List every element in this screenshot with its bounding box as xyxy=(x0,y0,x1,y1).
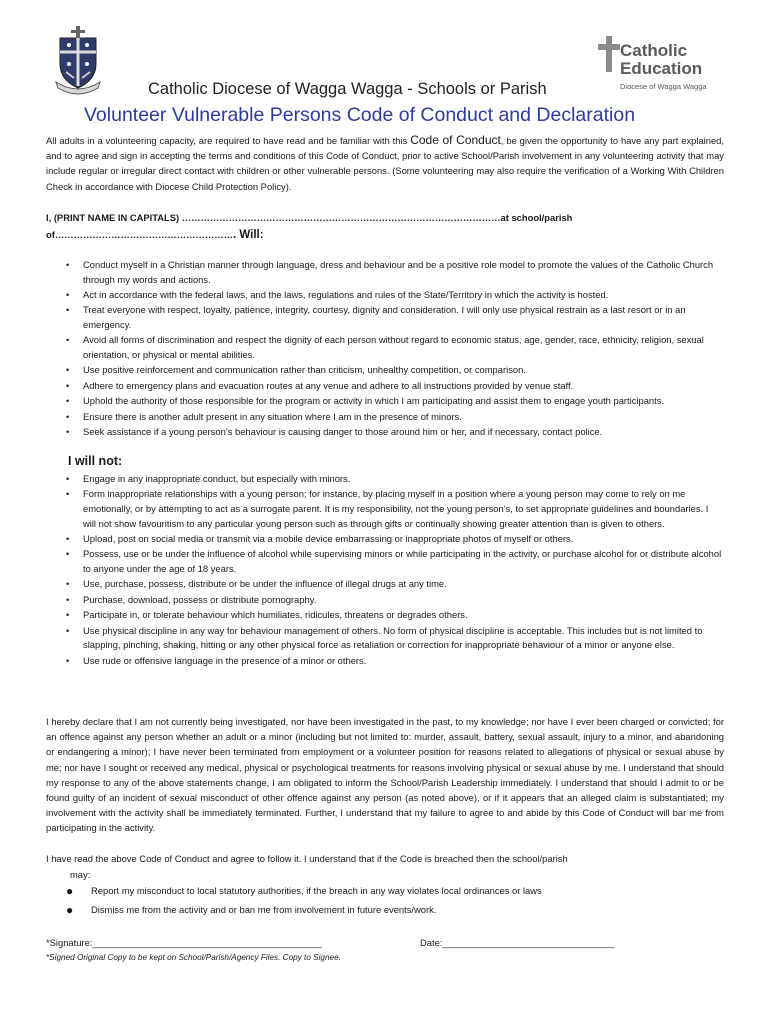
list-item: • Engage in any inappropriate conduct, but especially with minors. xyxy=(66,472,722,487)
signature-note: *Signed Original Copy to be kept on School/Parish/Agency Files. Copy to Signee. xyxy=(46,953,341,962)
list-item: • Conduct myself in a Christian manner through language, dress and behaviour and be a positive role model to promote the values of the Catholic Church through my words and actions. xyxy=(66,258,722,287)
will-label: . Will: xyxy=(232,229,264,241)
of-dots: of………………………………………………… xyxy=(46,229,233,240)
bullet-icon: ● xyxy=(66,903,74,917)
acknowledge-line: I have read the above Code of Conduct and agree to follow it. I understand that if the Code is breached then the school/parish xyxy=(46,853,568,864)
list-item: • Act in accordance with the federal laws, and the laws, regulations and rules of the State/Territory in which the activity is hosted. xyxy=(66,288,722,303)
list-item: • Form inappropriate relationships with a young person; for instance, by placing myself in a position where a young person may come to rely on me emotionally, or by attempting to act as a surrogate parent. It is my responsibility, not the young person’s, to set appropriate guidelines and boundaries. I will not show favouritism to any particular young person such as through gifts or continually showing greater attention than is given to others. xyxy=(66,487,722,531)
list-item: • Adhere to emergency plans and evacuation routes at any venue and adhere to all instructions provided by venue staff. xyxy=(66,379,722,394)
school-parish-line xyxy=(46,229,264,241)
print-name-line: I, (PRINT NAME IN CAPITALS) …………………………………………………………………………………………at school/parish xyxy=(46,212,573,223)
logo-word-education: Education xyxy=(620,59,703,78)
list-item: • Purchase, download, possess or distribute pornography. xyxy=(66,593,722,608)
document-title: Volunteer Vulnerable Persons Code of Conduct and Declaration xyxy=(84,104,636,126)
list-item: • Possess, use or be under the influence of alcohol while supervising minors or while participating in the activity, or purchase alcohol for or distribute alcohol to anyone under the age of 18 years. xyxy=(66,547,722,576)
list-item: • Avoid all forms of discrimination and respect the dignity of each person without regard to economic status, age, gender, race, ethnicity, religion, sexual orientation, or physical or mental abilities. xyxy=(66,333,722,362)
acknowledge-may: may: xyxy=(70,869,91,880)
logo-word-catholic: Catholic xyxy=(620,41,688,60)
intro-code-of-conduct: Code of Conduct xyxy=(410,133,501,147)
catholic-education-logo xyxy=(596,36,726,94)
will-not-heading: I will not: xyxy=(68,454,123,468)
will-not-list xyxy=(66,472,722,669)
list-item: • Use rude or offensive language in the presence of a minor or others. xyxy=(66,654,722,669)
signature-field[interactable]: *Signature:____________________________________________ xyxy=(46,937,322,948)
logo-subtitle: Diocese of Wagga Wagga xyxy=(620,82,707,91)
list-item: • Seek assistance if a young person’s behaviour is causing danger to those around him or her, and if necessary, contact police. xyxy=(66,425,722,440)
bullet-icon: ● xyxy=(66,884,74,898)
intro-text-1: All adults in a volunteering capacity, are required to have read and be familiar with this xyxy=(46,135,411,146)
list-item: • Ensure there is another adult present in any situation where I am in the presence of minors. xyxy=(66,410,722,425)
list-item: • Participate in, or tolerate behaviour which humiliates, ridicules, threatens or degrades others. xyxy=(66,608,722,623)
list-item: • Use, purchase, possess, distribute or be under the influence of illegal drugs at any time. xyxy=(66,577,722,592)
list-item: • Upload, post on social media or transmit via a mobile device embarrassing or inappropriate photos of myself or others. xyxy=(66,532,722,547)
list-item: • Uphold the authority of those responsible for the program or activity in which I am participating and assist them to engage youth participants. xyxy=(66,394,722,409)
document-subtitle: Catholic Diocese of Wagga Wagga - Schools or Parish xyxy=(148,80,547,98)
declaration-paragraph: I hereby declare that I am not currently being investigated, nor have been investigated in the past, to my knowledge; nor have I ever been charged or convicted; for an offence against any person whether an adult or a minor (including but not limited to: murder, assault, battery, sexual assault, injury to a minor, and abandoning or endangering a minor); I have never been terminated from employment or a volunteer position for reasons related to allegations of physical or sexual abuse by me; nor have I sought or received any medical, physical or psychological treatments for reasons involving physical or sexual abuse by me. I understand that should my response to any of the above statements change, I am obligated to inform the School/Parish Leadership immediately. I understand that should I admit to or be found guilty of an incident of sexual misconduct of other offence against any person (as noted above), or if it appears that an alleged claim is substantiated; my involvement with the activity shall be immediately terminated. Further, I understand that my failure to agree to and abide by this Code of Conduct will bar me from participating in the activity. xyxy=(46,716,724,834)
will-list xyxy=(66,258,722,440)
date-field[interactable]: Date:_________________________________ xyxy=(420,937,615,948)
list-item: • Use positive reinforcement and communication rather than criticism, unhealthy competition, or comparison. xyxy=(66,363,722,378)
cross-icon xyxy=(598,36,620,72)
list-item: • Use physical discipline in any way for behaviour management of others. No form of physical discipline is acceptable. This includes but is not limited to slapping, pinching, shaking, hitting or any other physical force as retaliation or correction for inappropriate behaviour of a minor or anyone else. xyxy=(66,624,722,653)
intro-text-2: , be given the opportunity to have any part explained, and to agree and sign in accepting the terms and conditions of this Code of Conduct, prior to active School/Parish involvement in any volunteering activity that may include regular or irregular direct contact with children or other vulnerable persons. (Some volunteering may also require the verification of a Working With Children Check in accordance with Diocese Child Protection Policy). xyxy=(46,135,724,192)
diocese-crest-icon xyxy=(48,22,108,98)
list-item: • Treat everyone with respect, loyalty, patience, integrity, courtesy, dignity and consideration. I will only use physical restrain as a last resort or in an emergency. xyxy=(66,303,722,332)
intro-paragraph xyxy=(46,133,724,194)
